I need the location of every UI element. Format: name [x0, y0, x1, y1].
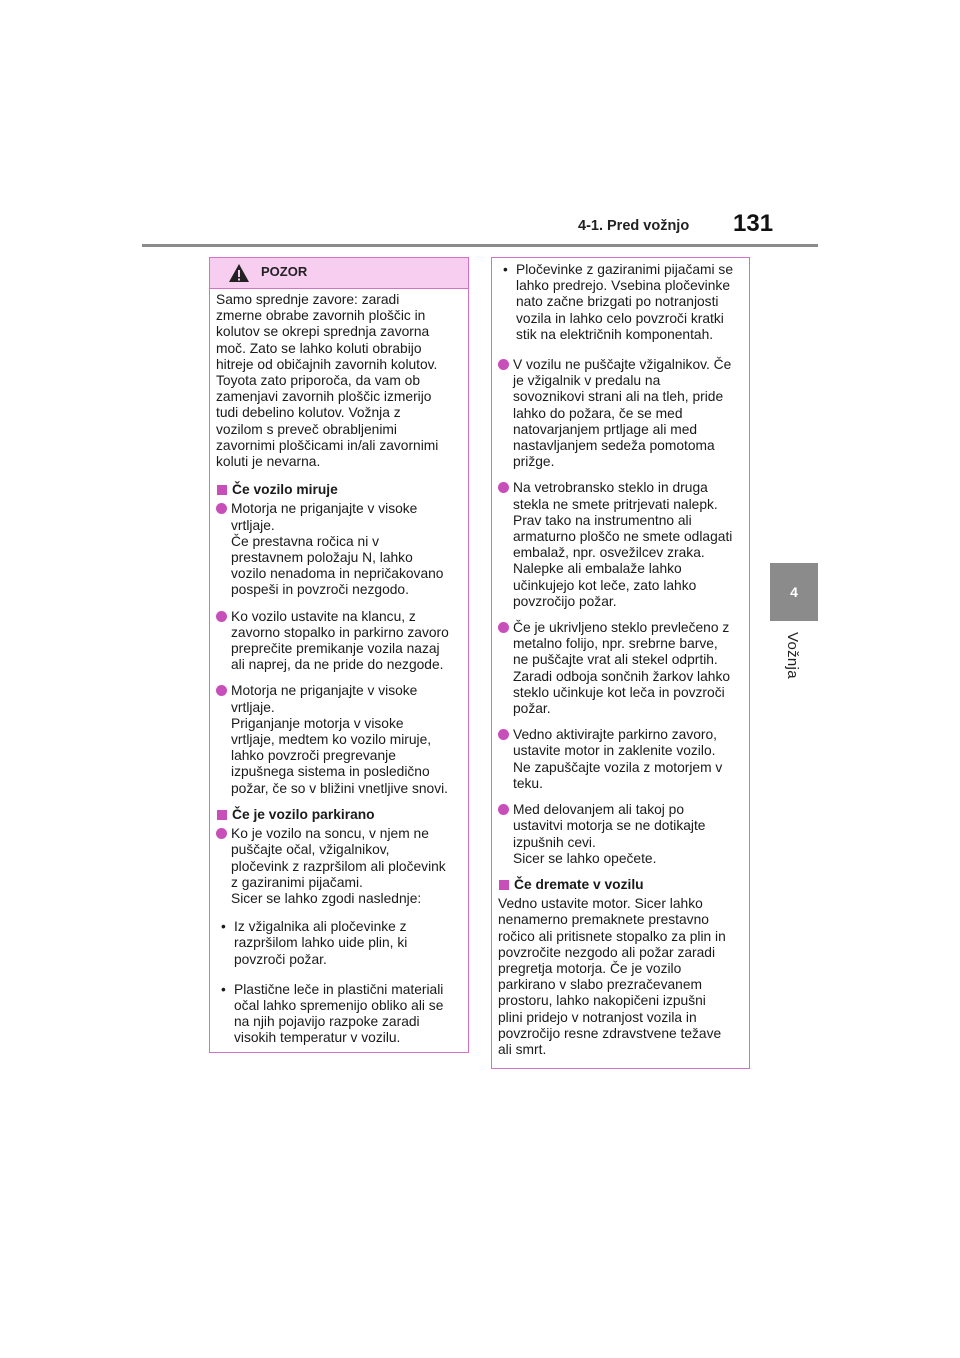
bullet-dot-icon [498, 729, 509, 740]
bullet-dot-icon [498, 804, 509, 815]
bullet-dot-icon [498, 622, 509, 633]
sub-list-item: • Pločevinke z gaziranimi pijačami se lahko predrejo. Vsebina pločevinke nato začne brizgati po notranjosti vozila in lahko celo povzroči kratki stik na električnih komponentah. [498, 262, 745, 343]
list-item: Ko vozilo ustavite na klancu, z zavorno stopalko in parkirno zavoro preprečite premikanje vozila nazaj ali naprej, da ne pride do nezgode. [216, 609, 464, 674]
list-item: Motorja ne priganjajte v visoke vrtljaje. Priganjanje motorja v visoke vrtljaje, medtem ko vozilo miruje, lahko povzroči pregrevanje izpušnega sistema in posledično požar, če so v bližini vnetljive snovi. [216, 683, 464, 796]
intro-paragraph: Samo sprednje zavore: zaradi zmerne obrabe zavornih ploščic in kolutov se okrepi sprednja zavorna moč. Zato se lahko koluti obrabijo hitreje od običajnih zavornih kolutov. Toyota zato priporoča, da vam ob zamenjavi zavornih ploščic izmerijo tudi debelino kolutov. Vožnja z vozilom s preveč obrabljenimi zavornimi ploščicami in/ali zavornimi koluti je nevarna. [216, 292, 439, 470]
section-heading: Če dremate v vozilu [498, 877, 745, 893]
paragraph: Vedno ustavite motor. Sicer lahko nenamerno premaknete prestavno ročico ali pritisnete stopalko za plin in povzročite nezgodo ali požar zaradi pregretja motorja. Če je vozilo parkirano v slabo prezračevanem prostoru, lahko nakopičeni izpušni plini pridejo v notranjost vozila in povzročijo resne zdravstvene težave ali smrt. [498, 896, 726, 1057]
section-header: 4-1. Pred vožnjo [578, 218, 690, 234]
list-item: Ko je vozilo na soncu, v njem ne puščajte očal, vžigalnikov, pločevink z razpršilom ali pločevink z gaziranimi pijačami. Sicer se lahko zgodi naslednje: [216, 826, 464, 907]
sub-list-item: • Plastične leče in plastični materiali očal lahko spremenijo obliko ali se na njih pojavijo razpoke zaradi visokih temperatur v vozilu. [216, 982, 464, 1047]
bullet-dot-icon [216, 503, 227, 514]
warning-triangle-icon [228, 263, 250, 283]
bullet-dot-icon [216, 685, 227, 696]
section-heading: Če vozilo miruje [216, 482, 464, 498]
sub-list-item: • Iz vžigalnika ali pločevinke z razpršilom lahko uide plin, ki povzroči požar. [216, 919, 464, 968]
chapter-tab [770, 563, 818, 621]
list-item: Na vetrobransko steklo in druga stekla ne smete pritrjevati nalepk. Prav tako na instrumentno ali armaturno ploščo ne smete odlagati embalaž, npr. osvežilcev zraka. Nalepke ali embalaže lahko učinkujejo kot leče, zato lahko povzročijo požar. [498, 480, 745, 610]
bullet-dot-icon [498, 482, 509, 493]
list-item: Vedno aktivirajte parkirno zavoro, ustavite motor in zaklenite vozilo. Ne zapuščajte vozila z motorjem v teku. [498, 727, 745, 792]
bullet-dot-icon [216, 828, 227, 839]
list-item: Če je ukrivljeno steklo prevlečeno z metalno folijo, npr. srebrne barve, ne puščajte vrat ali stekel odprtih. Zaradi odboja sončnih žarkov lahko steklo učinkuje kot leča in povzroči požar. [498, 620, 745, 717]
list-item: Motorja ne priganjajte v visoke vrtljaje. Če prestavna ročica ni v prestavnem položaju N, lahko vozilo nenadoma in nepričakovano pospeši in povzroči nezgodo. [216, 501, 464, 598]
bullet-dot-icon [216, 611, 227, 622]
bullet-dot-icon [498, 359, 509, 370]
warning-box [209, 257, 469, 1053]
header-rule [142, 244, 818, 247]
list-item: Med delovanjem ali takoj po ustavitvi motorja se ne dotikajte izpušnih cevi. Sicer se lahko opečete. [498, 802, 745, 867]
page-number: 131 [733, 210, 774, 237]
warning-title: POZOR [261, 264, 308, 279]
warning-box-continued [491, 257, 750, 1069]
warning-header [210, 258, 468, 289]
list-item: V vozilu ne puščajte vžigalnikov. Če je vžigalnik v predalu na sovoznikovi strani ali na tleh, pride lahko do požara, če se med natovarjanjem prtljage ali med nastavljanjem sedeža pomotoma prižge. [498, 357, 745, 470]
chapter-number: 4 [790, 584, 798, 600]
section-heading: Če je vozilo parkirano [216, 807, 464, 823]
chapter-label: Vožnja [784, 632, 801, 679]
